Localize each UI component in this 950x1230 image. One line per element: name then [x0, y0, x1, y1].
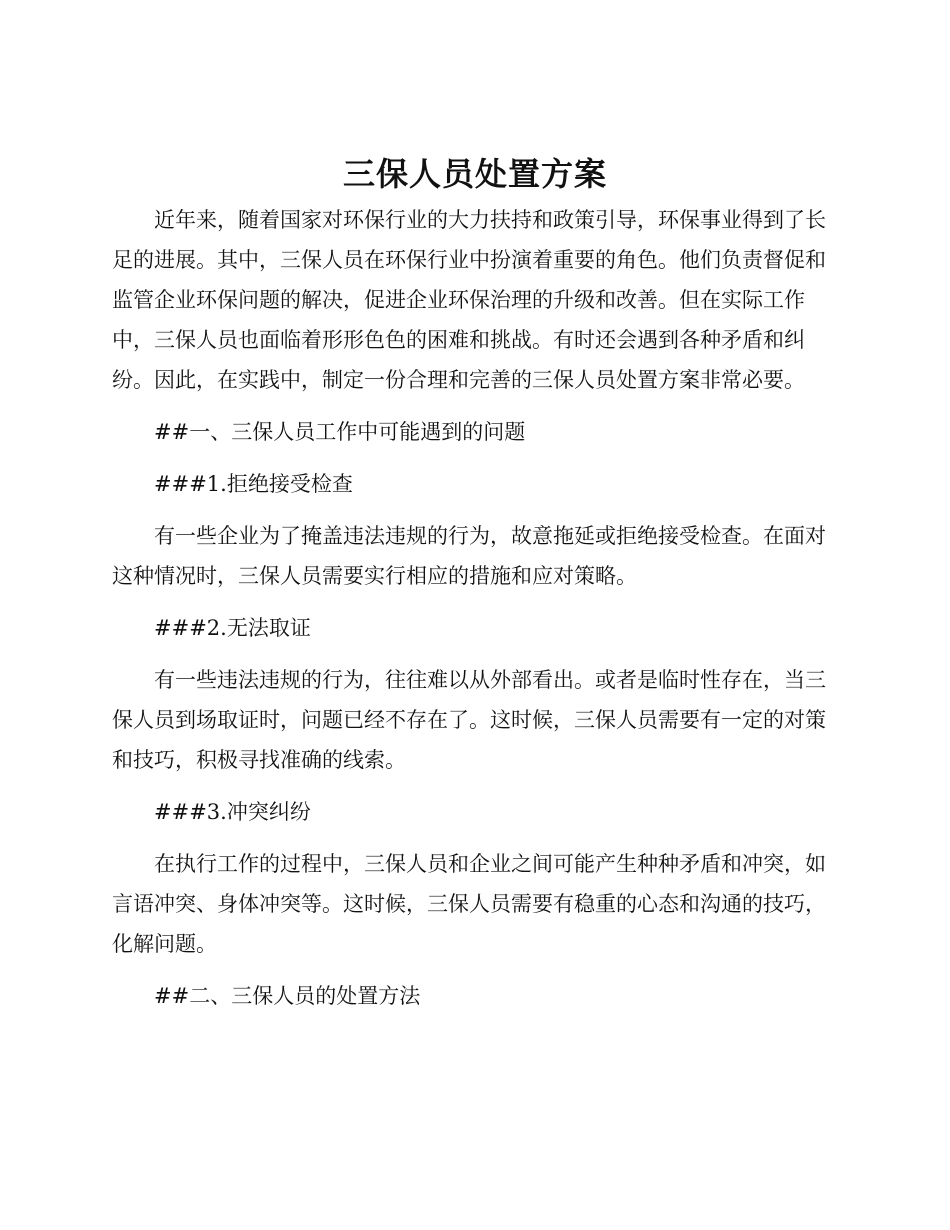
document-body	[112, 200, 834, 1016]
subsection-heading: ###1.拒绝接受检查	[154, 472, 353, 496]
body-paragraph: 有一些企业为了掩盖违法违规的行为，故意拖延或拒绝接受检查。在面对这种情况时，三保人员需要实行相应的措施和应对策略。	[112, 524, 826, 588]
intro-paragraph: 近年来，随着国家对环保行业的大力扶持和政策引导，环保事业得到了长足的进展。其中，三保人员在环保行业中扮演着重要的角色。他们负责督促和监管企业环保问题的解决，促进企业环保治理的升级和改善。但在实际工作中，三保人员也面临着形形色色的困难和挑战。有时还会遇到各种矛盾和纠纷。因此，在实践中，制定一份合理和完善的三保人员处置方案非常必要。	[112, 208, 826, 392]
section-heading: ##一、三保人员工作中可能遇到的问题	[154, 420, 526, 444]
body-paragraph: 有一些违法违规的行为，往往难以从外部看出。或者是临时性存在，当三保人员到场取证时，问题已经不存在了。这时候，三保人员需要有一定的对策和技巧，积极寻找准确的线索。	[112, 668, 826, 772]
subsection-heading: ###2.无法取证	[154, 616, 311, 640]
section-heading: ##二、三保人员的处置方法	[154, 984, 421, 1008]
body-paragraph: 在执行工作的过程中，三保人员和企业之间可能产生种种矛盾和冲突，如言语冲突、身体冲突等。这时候，三保人员需要有稳重的心态和沟通的技巧，化解问题。	[112, 852, 826, 956]
document-title: 三保人员处置方案	[342, 155, 607, 193]
subsection-heading: ###3.冲突纠纷	[154, 800, 311, 824]
